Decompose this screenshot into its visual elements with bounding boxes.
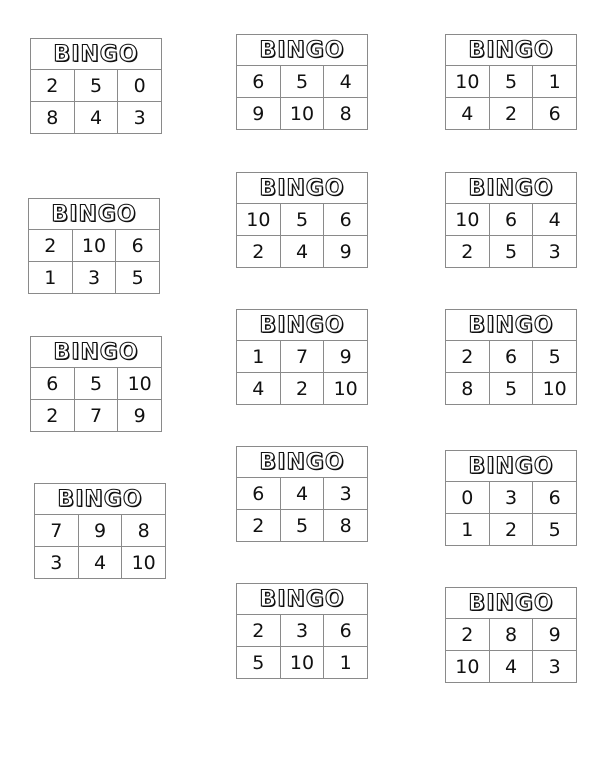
bingo-cell: 8 (339, 102, 352, 125)
bingo-cell: 10 (446, 651, 490, 682)
bingo-cell: 8 (137, 519, 150, 542)
bingo-cell: 4 (75, 102, 119, 133)
bingo-row (31, 400, 161, 431)
bingo-row (446, 204, 576, 236)
bingo-card-title: BINGO (446, 588, 576, 619)
bingo-cell: 4 (548, 208, 561, 231)
bingo-cell: 8 (339, 514, 352, 537)
bingo-cell: 2 (31, 70, 75, 101)
bingo-cell: 9 (79, 515, 123, 546)
bingo-cell: 6 (131, 234, 144, 257)
bingo-cell: 9 (133, 404, 146, 427)
bingo-cell: 2 (281, 373, 325, 404)
bingo-cell: 3 (35, 547, 79, 578)
bingo-cell: 2 (237, 615, 281, 646)
bingo-cell: 10 (446, 204, 490, 235)
bingo-row (446, 373, 576, 404)
bingo-cell: 10 (446, 66, 490, 97)
bingo-cell: 3 (281, 615, 325, 646)
bingo-cell: 5 (548, 518, 561, 541)
bingo-cell: 4 (446, 98, 490, 129)
bingo-row (237, 66, 367, 98)
bingo-cell: 9 (339, 345, 352, 368)
bingo-cell: 5 (490, 236, 534, 267)
bingo-cell: 0 (133, 74, 146, 97)
bingo-cell: 10 (281, 647, 325, 678)
bingo-row (237, 478, 367, 510)
bingo-card-title: BINGO (446, 310, 576, 341)
bingo-cell: 8 (490, 619, 534, 650)
bingo-row (237, 615, 367, 647)
bingo-cell: 3 (73, 262, 117, 293)
bingo-card (236, 446, 368, 542)
bingo-cell: 5 (281, 510, 325, 541)
bingo-cell: 2 (490, 98, 534, 129)
bingo-cell: 1 (446, 514, 490, 545)
bingo-cell: 6 (490, 204, 534, 235)
bingo-row (237, 98, 367, 129)
bingo-row (31, 102, 161, 133)
bingo-cell: 2 (446, 619, 490, 650)
bingo-card (445, 34, 577, 130)
bingo-card-title: BINGO (31, 337, 161, 368)
bingo-row (237, 236, 367, 267)
bingo-cell: 6 (339, 619, 352, 642)
bingo-cell: 4 (490, 651, 534, 682)
bingo-row (31, 368, 161, 400)
bingo-cell: 3 (133, 106, 146, 129)
bingo-cell: 2 (29, 230, 73, 261)
bingo-cell: 7 (35, 515, 79, 546)
bingo-cell: 5 (281, 204, 325, 235)
bingo-cell: 5 (75, 70, 119, 101)
bingo-cell: 7 (281, 341, 325, 372)
bingo-cell: 6 (339, 208, 352, 231)
bingo-cell: 8 (31, 102, 75, 133)
bingo-row (446, 341, 576, 373)
bingo-row (29, 230, 159, 262)
bingo-cell: 5 (490, 66, 534, 97)
bingo-cell: 6 (237, 66, 281, 97)
bingo-cell: 10 (237, 204, 281, 235)
bingo-card-title: BINGO (237, 310, 367, 341)
bingo-card-title: BINGO (237, 447, 367, 478)
bingo-cell: 4 (237, 373, 281, 404)
bingo-card-title: BINGO (237, 173, 367, 204)
bingo-cell: 6 (548, 102, 561, 125)
bingo-cell: 5 (131, 266, 144, 289)
bingo-cell: 3 (339, 482, 352, 505)
bingo-cell: 5 (548, 345, 561, 368)
bingo-cell: 10 (542, 377, 567, 400)
bingo-row (446, 66, 576, 98)
bingo-card (236, 172, 368, 268)
bingo-cell: 4 (79, 547, 123, 578)
bingo-cell: 5 (281, 66, 325, 97)
bingo-card (30, 38, 162, 134)
bingo-cell: 3 (490, 482, 534, 513)
bingo-cell: 10 (333, 377, 358, 400)
bingo-row (237, 341, 367, 373)
bingo-row (35, 515, 165, 547)
bingo-card (236, 34, 368, 130)
bingo-row (29, 262, 159, 293)
bingo-cell: 10 (131, 551, 156, 574)
bingo-cell: 7 (75, 400, 119, 431)
bingo-cell: 3 (548, 240, 561, 263)
bingo-cell: 6 (31, 368, 75, 399)
bingo-card (34, 483, 166, 579)
bingo-card-title: BINGO (29, 199, 159, 230)
bingo-card (445, 450, 577, 546)
bingo-card-title: BINGO (446, 35, 576, 66)
bingo-cell: 3 (548, 655, 561, 678)
bingo-cell: 4 (339, 70, 352, 93)
bingo-cell: 10 (73, 230, 117, 261)
bingo-card-title: BINGO (237, 35, 367, 66)
bingo-card-title: BINGO (31, 39, 161, 70)
bingo-row (446, 651, 576, 682)
bingo-cell: 1 (548, 70, 561, 93)
bingo-cell: 2 (446, 236, 490, 267)
bingo-row (35, 547, 165, 578)
bingo-cell: 10 (281, 98, 325, 129)
bingo-card-title: BINGO (446, 451, 576, 482)
bingo-cell: 2 (237, 510, 281, 541)
bingo-cell: 2 (31, 400, 75, 431)
bingo-cell: 4 (281, 478, 325, 509)
bingo-row (237, 373, 367, 404)
bingo-cell: 2 (237, 236, 281, 267)
bingo-cell: 1 (237, 341, 281, 372)
bingo-cell: 5 (490, 373, 534, 404)
bingo-cell: 5 (237, 647, 281, 678)
bingo-cell: 9 (548, 623, 561, 646)
bingo-cell: 2 (446, 341, 490, 372)
bingo-card (445, 587, 577, 683)
bingo-row (237, 204, 367, 236)
bingo-cell: 9 (339, 240, 352, 263)
bingo-card (28, 198, 160, 294)
bingo-cell: 4 (281, 236, 325, 267)
bingo-cell: 6 (490, 341, 534, 372)
bingo-card (236, 583, 368, 679)
bingo-row (446, 98, 576, 129)
bingo-row (446, 514, 576, 545)
bingo-card (236, 309, 368, 405)
bingo-row (237, 647, 367, 678)
bingo-cell: 8 (446, 373, 490, 404)
bingo-row (31, 70, 161, 102)
bingo-card (445, 172, 577, 268)
bingo-card-title: BINGO (237, 584, 367, 615)
bingo-cell: 2 (490, 514, 534, 545)
bingo-cell: 10 (127, 372, 152, 395)
bingo-row (446, 236, 576, 267)
bingo-cell: 5 (75, 368, 119, 399)
bingo-row (446, 482, 576, 514)
bingo-row (446, 619, 576, 651)
bingo-card (30, 336, 162, 432)
bingo-cell: 0 (446, 482, 490, 513)
bingo-card-title: BINGO (446, 173, 576, 204)
bingo-card-title: BINGO (35, 484, 165, 515)
bingo-row (237, 510, 367, 541)
bingo-cell: 6 (548, 486, 561, 509)
bingo-cell: 9 (237, 98, 281, 129)
bingo-cell: 6 (237, 478, 281, 509)
bingo-cell: 1 (29, 262, 73, 293)
bingo-cell: 1 (339, 651, 352, 674)
bingo-card (445, 309, 577, 405)
